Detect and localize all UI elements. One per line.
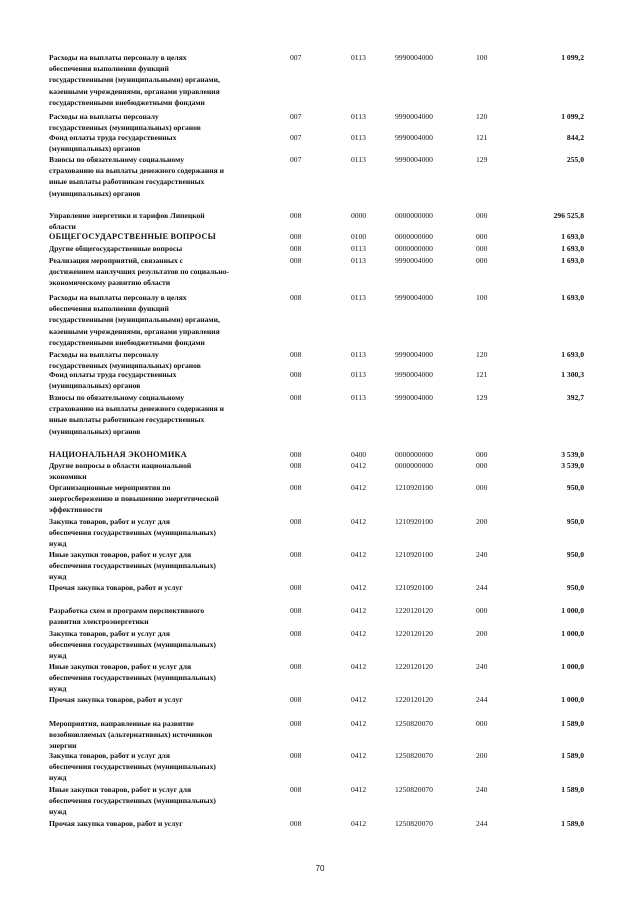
row-description: Взносы по обязательному социальному страхованию на выплаты денежного содержания и иные выплаты работникам государственных (муниципальных) органов [49,393,224,436]
amount: 1 589,0 [561,819,584,828]
amount: 1 589,0 [561,751,584,760]
target-article-code: 0000000000 [395,211,433,220]
ministry-code: 008 [290,517,302,526]
row-description: Фонд оплаты труда государственных (муниципальных) органов [49,370,177,391]
target-article-code: 1210920100 [395,517,433,526]
row-description: Прочая закупка товаров, работ и услуг [49,819,183,828]
ministry-code: 008 [290,819,302,828]
target-article-code: 9990004000 [395,155,433,164]
amount: 3 539,0 [561,461,584,470]
ministry-code: 007 [290,53,302,62]
expense-type-code: 000 [476,256,488,265]
ministry-code: 008 [290,393,302,402]
section-code: 0412 [351,695,367,704]
target-article-code: 1220120120 [395,606,433,615]
expense-type-code: 129 [476,155,488,164]
ministry-code: 007 [290,133,302,142]
expense-type-code: 100 [476,293,488,302]
expense-type-code: 200 [476,517,488,526]
ministry-code: 008 [290,461,302,470]
target-article-code: 0000000000 [395,244,433,253]
target-article-code: 0000000000 [395,450,433,459]
section-code: 0412 [351,719,367,728]
section-code: 0113 [351,112,366,121]
section-code: 0113 [351,53,366,62]
row-description: НАЦИОНАЛЬНАЯ ЭКОНОМИКА [49,450,187,459]
section-code: 0113 [351,244,366,253]
section-code: 0000 [351,211,367,220]
ministry-code: 008 [290,719,302,728]
target-article-code: 1250820070 [395,751,433,760]
section-code: 0113 [351,350,366,359]
section-code: 0412 [351,606,367,615]
section-code: 0412 [351,461,367,470]
section-code: 0113 [351,155,366,164]
section-code: 0412 [351,483,367,492]
amount: 1 693,0 [561,256,584,265]
target-article-code: 1220120120 [395,695,433,704]
ministry-code: 008 [290,211,302,220]
section-code: 0113 [351,256,366,265]
amount: 392,7 [566,393,584,402]
target-article-code: 9990004000 [395,350,433,359]
target-article-code: 9990004000 [395,370,433,379]
amount: 1 000,0 [561,629,584,638]
ministry-code: 008 [290,785,302,794]
expense-type-code: 120 [476,112,488,121]
amount: 844,2 [566,133,584,142]
expense-type-code: 240 [476,550,488,559]
row-description: Прочая закупка товаров, работ и услуг [49,583,183,592]
row-description: Прочая закупка товаров, работ и услуг [49,695,183,704]
row-description: Другие общегосударственные вопросы [49,244,183,253]
row-description: Мероприятия, направленные на развитие возобновляемых (альтернативных) источников энергии [49,719,213,751]
expense-type-code: 200 [476,629,488,638]
amount: 1 000,0 [561,695,584,704]
target-article-code: 1210920100 [395,550,433,559]
section-code: 0400 [351,450,367,459]
row-description: Организационные мероприятия по энергосбережению и повышению энергетической эффективности [49,483,219,515]
ministry-code: 008 [290,450,302,459]
row-description: Закупка товаров, работ и услуг для обеспечения государственных (муниципальных) нужд [49,629,216,661]
amount: 1 099,2 [561,53,584,62]
expense-type-code: 121 [476,370,488,379]
ministry-code: 007 [290,112,302,121]
expense-type-code: 240 [476,662,488,671]
expense-type-code: 129 [476,393,488,402]
row-description: Закупка товаров, работ и услуг для обеспечения государственных (муниципальных) нужд [49,517,216,549]
target-article-code: 1250820070 [395,719,433,728]
expense-type-code: 244 [476,583,488,592]
amount: 1 000,0 [561,662,584,671]
section-code: 0113 [351,133,366,142]
section-code: 0100 [351,232,367,241]
target-article-code: 1220120120 [395,629,433,638]
target-article-code: 1250820070 [395,819,433,828]
row-description: Расходы на выплаты персоналу государственных (муниципальных) органов [49,112,201,133]
row-description: Управление энергетики и тарифов Липецкой области [49,211,205,232]
section-code: 0412 [351,819,367,828]
ministry-code: 008 [290,629,302,638]
amount: 1 693,0 [561,293,584,302]
expense-type-code: 000 [476,450,488,459]
ministry-code: 008 [290,232,302,241]
amount: 1 099,2 [561,112,584,121]
row-description: Иные закупки товаров, работ и услуг для обеспечения государственных (муниципальных) нужд [49,785,216,817]
row-description: ОБЩЕГОСУДАРСТВЕННЫЕ ВОПРОСЫ [49,232,217,241]
amount: 1 693,0 [561,232,584,241]
amount: 950,0 [566,550,584,559]
expense-type-code: 000 [476,461,488,470]
ministry-code: 008 [290,583,302,592]
row-description: Иные закупки товаров, работ и услуг для обеспечения государственных (муниципальных) нужд [49,550,216,582]
target-article-code: 1210920100 [395,583,433,592]
target-article-code: 9990004000 [395,256,433,265]
amount: 950,0 [566,483,584,492]
amount: 255,0 [566,155,584,164]
amount: 1 000,0 [561,606,584,615]
section-code: 0412 [351,785,367,794]
expense-type-code: 120 [476,350,488,359]
expense-type-code: 000 [476,211,488,220]
section-code: 0412 [351,550,367,559]
ministry-code: 008 [290,256,302,265]
ministry-code: 008 [290,550,302,559]
target-article-code: 9990004000 [395,293,433,302]
section-code: 0412 [351,583,367,592]
row-description: Разработка схем и программ перспективного развития электроэнергетики [49,606,205,627]
ministry-code: 008 [290,244,302,253]
expense-type-code: 240 [476,785,488,794]
ministry-code: 008 [290,483,302,492]
target-article-code: 0000000000 [395,232,433,241]
amount: 296 525,8 [553,211,584,220]
row-description: Реализация мероприятий, связанных с достижением наилучших результатов по социально- экономическому развитию области [49,256,230,288]
expense-type-code: 244 [476,819,488,828]
section-code: 0412 [351,662,367,671]
expense-type-code: 000 [476,606,488,615]
section-code: 0113 [351,393,366,402]
expense-type-code: 121 [476,133,488,142]
row-description: Иные закупки товаров, работ и услуг для обеспечения государственных (муниципальных) нужд [49,662,216,694]
row-description: Закупка товаров, работ и услуг для обеспечения государственных (муниципальных) нужд [49,751,216,783]
amount: 3 539,0 [561,450,584,459]
ministry-code: 008 [290,370,302,379]
row-description: Другие вопросы в области национальной экономики [49,461,192,482]
ministry-code: 008 [290,606,302,615]
amount: 1 589,0 [561,785,584,794]
row-description: Расходы на выплаты персоналу государственных (муниципальных) органов [49,350,201,371]
row-description: Расходы на выплаты персоналу в целях обеспечения выполнения функций государственными (муниципальными) органами, казенными учреждениями, органами управления государственными внебюджетными фондами [49,53,220,107]
expense-type-code: 100 [476,53,488,62]
target-article-code: 9990004000 [395,133,433,142]
amount: 1 693,0 [561,350,584,359]
target-article-code: 1210920100 [395,483,433,492]
section-code: 0412 [351,629,367,638]
expense-type-code: 244 [476,695,488,704]
ministry-code: 008 [290,293,302,302]
row-description: Взносы по обязательному социальному страхованию на выплаты денежного содержания и иные выплаты работникам государственных (муниципальных) органов [49,155,224,198]
amount: 1 589,0 [561,719,584,728]
section-code: 0113 [351,293,366,302]
section-code: 0412 [351,751,367,760]
expense-type-code: 000 [476,244,488,253]
ministry-code: 008 [290,350,302,359]
section-code: 0412 [351,517,367,526]
target-article-code: 1250820070 [395,785,433,794]
target-article-code: 9990004000 [395,53,433,62]
expense-type-code: 000 [476,719,488,728]
amount: 1 300,3 [561,370,584,379]
expense-type-code: 000 [476,483,488,492]
page-number: 70 [315,864,325,873]
amount: 950,0 [566,583,584,592]
ministry-code: 008 [290,751,302,760]
target-article-code: 9990004000 [395,393,433,402]
amount: 950,0 [566,517,584,526]
amount: 1 693,0 [561,244,584,253]
target-article-code: 1220120120 [395,662,433,671]
ministry-code: 007 [290,155,302,164]
ministry-code: 008 [290,695,302,704]
expense-type-code: 000 [476,232,488,241]
row-description: Фонд оплаты труда государственных (муниципальных) органов [49,133,177,154]
target-article-code: 9990004000 [395,112,433,121]
section-code: 0113 [351,370,366,379]
target-article-code: 0000000000 [395,461,433,470]
ministry-code: 008 [290,662,302,671]
row-description: Расходы на выплаты персоналу в целях обеспечения выполнения функций государственными (муниципальными) органами, казенными учреждениями, органами управления государственными внебюджетными фондами [49,293,220,347]
expense-type-code: 200 [476,751,488,760]
